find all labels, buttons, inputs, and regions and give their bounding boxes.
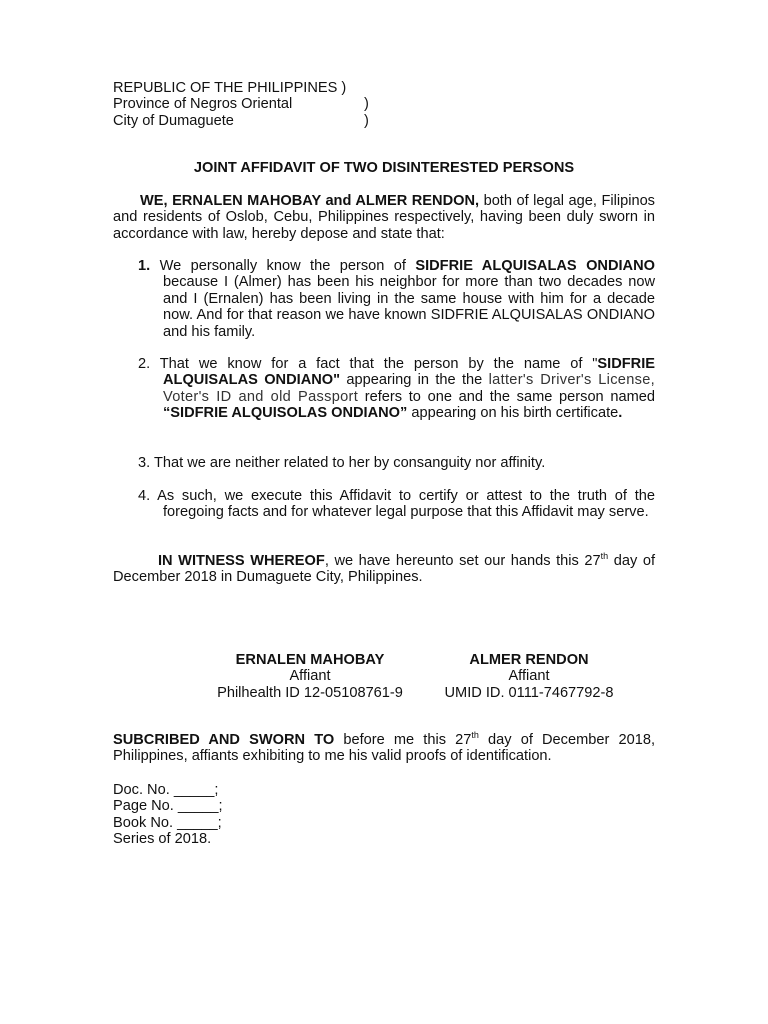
venue-republic: REPUBLIC OF THE PHILIPPINES )	[113, 80, 347, 96]
signatory-name: ERNALEN MAHOBAY	[235, 652, 385, 668]
book-number: Book No. _____;	[113, 814, 222, 831]
statement-item-1: 1. We personally know the person of SIDFRIE ALQUISALAS ONDIANO because I (Almer) has been his neighbor for more than two decades now and I (Ernalen) has been living in the same house with him for a decade now. And for that reason we have known SIDFRIE ALQUISALAS ONDIANO and his family.	[138, 258, 655, 340]
doc-number: Doc. No. _____;	[113, 782, 219, 798]
intro-paragraph: WE, ERNALEN MAHOBAY and ALMER RENDON, both of legal age, Filipinos and residents of Oslob, Cebu, Philippines respectively, having been duly sworn in accordance with law, hereby depose and state that:	[113, 193, 655, 242]
witness-paragraph: IN WITNESS WHEREOF, we have hereunto set our hands this 27th day of December 2018 in Dumaguete City, Philippines.	[113, 551, 656, 586]
signatory-name: ALMER RENDON	[469, 652, 589, 668]
venue-province: Province of Negros Oriental )	[113, 96, 369, 113]
signatory-almer	[400, 652, 658, 701]
item-number: 1.	[138, 258, 151, 274]
signatory-role: Affiant	[289, 668, 331, 685]
item-number: 2.	[138, 356, 151, 372]
series-year: Series of 2018.	[113, 831, 212, 848]
item-number: 3.	[138, 455, 151, 471]
venue-city: City of Dumaguete )	[113, 112, 369, 129]
venue-block	[113, 80, 493, 129]
notarial-register	[113, 782, 223, 848]
affiant-names: WE, ERNALEN MAHOBAY and ALMER RENDON,	[140, 193, 480, 209]
signatory-role: Affiant	[508, 668, 550, 685]
signatory-id: Philhealth ID 12-05108761-9	[217, 684, 403, 701]
statement-item-4: 4. As such, we execute this Affidavit to certify or attest to the truth of the foregoing facts and for whatever legal purpose that this Affidavit may serve.	[138, 488, 655, 521]
statement-item-2: 2. That we know for a fact that the person by the name of "SIDFRIE ALQUISALAS ONDIANO" appearing in the the latter's Driver's License, Voter's ID and old Passport refers to one and the same person named “SIDFRIE ALQUISOLAS ONDIANO” appearing on his birth certificate.	[138, 356, 655, 422]
statement-item-3: 3. That we are neither related to her by consanguity nor affinity.	[138, 455, 546, 471]
item-number: 4.	[138, 488, 151, 504]
signatory-id: UMID ID. 0111-7467792-8	[444, 684, 614, 701]
jurat-paragraph: SUBCRIBED AND SWORN TO before me this 27th day of December 2018, Philippines, affiants exhibiting to me his valid proofs of identification.	[113, 730, 655, 765]
document-title: JOINT AFFIDAVIT OF TWO DISINTERESTED PERSONS	[193, 160, 575, 176]
page-number: Page No. _____;	[113, 798, 223, 815]
